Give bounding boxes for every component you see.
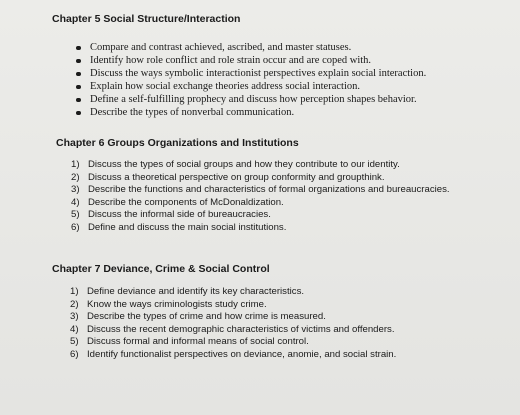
list-item: Discuss the ways symbolic interactionist perspectives explain social interaction. xyxy=(76,67,426,80)
list-item: Identify how role conflict and role strain occur and are coped with. xyxy=(76,54,426,67)
list-item xyxy=(70,299,396,312)
chapter-6-heading: Chapter 6 Groups Organizations and Institutions xyxy=(56,137,299,149)
list-item xyxy=(70,324,396,337)
item-text: Discuss the recent demographic characteristics of victims and offenders. xyxy=(87,323,395,335)
list-item xyxy=(70,336,396,349)
item-text: Define deviance and identify its key characteristics. xyxy=(87,286,305,297)
item-text: Describe the types of crime and how crime is measured. xyxy=(87,311,326,323)
item-text: Discuss a theoretical perspective on group conformity and groupthink. xyxy=(88,171,385,183)
chapter-5-heading: Chapter 5 Social Structure/Interaction xyxy=(52,13,241,25)
item-text: Define and discuss the main social institutions. xyxy=(88,221,287,233)
chapter-7-objectives-list xyxy=(70,286,396,362)
item-text: Discuss the types of social groups and how they contribute to our identity. xyxy=(88,159,400,170)
list-item xyxy=(71,222,450,235)
item-number: 6) xyxy=(70,348,79,360)
item-number: 5) xyxy=(70,336,79,348)
item-number: 4) xyxy=(71,196,80,208)
item-number: 2) xyxy=(70,298,79,310)
item-number: 5) xyxy=(71,209,80,221)
item-number: 3) xyxy=(71,184,80,196)
list-item xyxy=(71,209,450,222)
list-item: Define a self-fulfilling prophecy and discuss how perception shapes behavior. xyxy=(76,93,426,106)
chapter-5-objectives-list xyxy=(76,41,426,120)
item-text: Identify functionalist perspectives on deviance, anomie, and social strain. xyxy=(87,348,397,360)
list-item: Describe the types of nonverbal communication. xyxy=(76,106,426,119)
item-text: Describe the components of McDonaldization. xyxy=(88,196,284,208)
list-item xyxy=(71,184,450,197)
item-number: 4) xyxy=(70,323,79,335)
item-text: Know the ways criminologists study crime. xyxy=(87,298,267,310)
item-number: 2) xyxy=(71,171,80,183)
list-item xyxy=(71,172,450,185)
list-item: Compare and contrast achieved, ascribed, and master statuses. xyxy=(76,41,426,54)
list-item: Explain how social exchange theories address social interaction. xyxy=(76,80,426,93)
list-item xyxy=(71,159,450,172)
chapter-7-heading: Chapter 7 Deviance, Crime & Social Control xyxy=(52,263,270,275)
item-number: 6) xyxy=(71,221,80,233)
list-item xyxy=(70,286,396,299)
list-item xyxy=(70,311,396,324)
item-text: Discuss the informal side of bureaucracies. xyxy=(88,209,271,221)
item-text: Discuss formal and informal means of social control. xyxy=(87,336,309,348)
list-item xyxy=(71,197,450,210)
chapter-6-objectives-list xyxy=(71,159,450,235)
item-text: Describe the functions and characteristics of formal organizations and bureaucracies. xyxy=(88,184,450,196)
list-item xyxy=(70,349,396,362)
item-number: 1) xyxy=(70,286,79,297)
item-number: 1) xyxy=(71,159,80,170)
item-number: 3) xyxy=(70,311,79,323)
